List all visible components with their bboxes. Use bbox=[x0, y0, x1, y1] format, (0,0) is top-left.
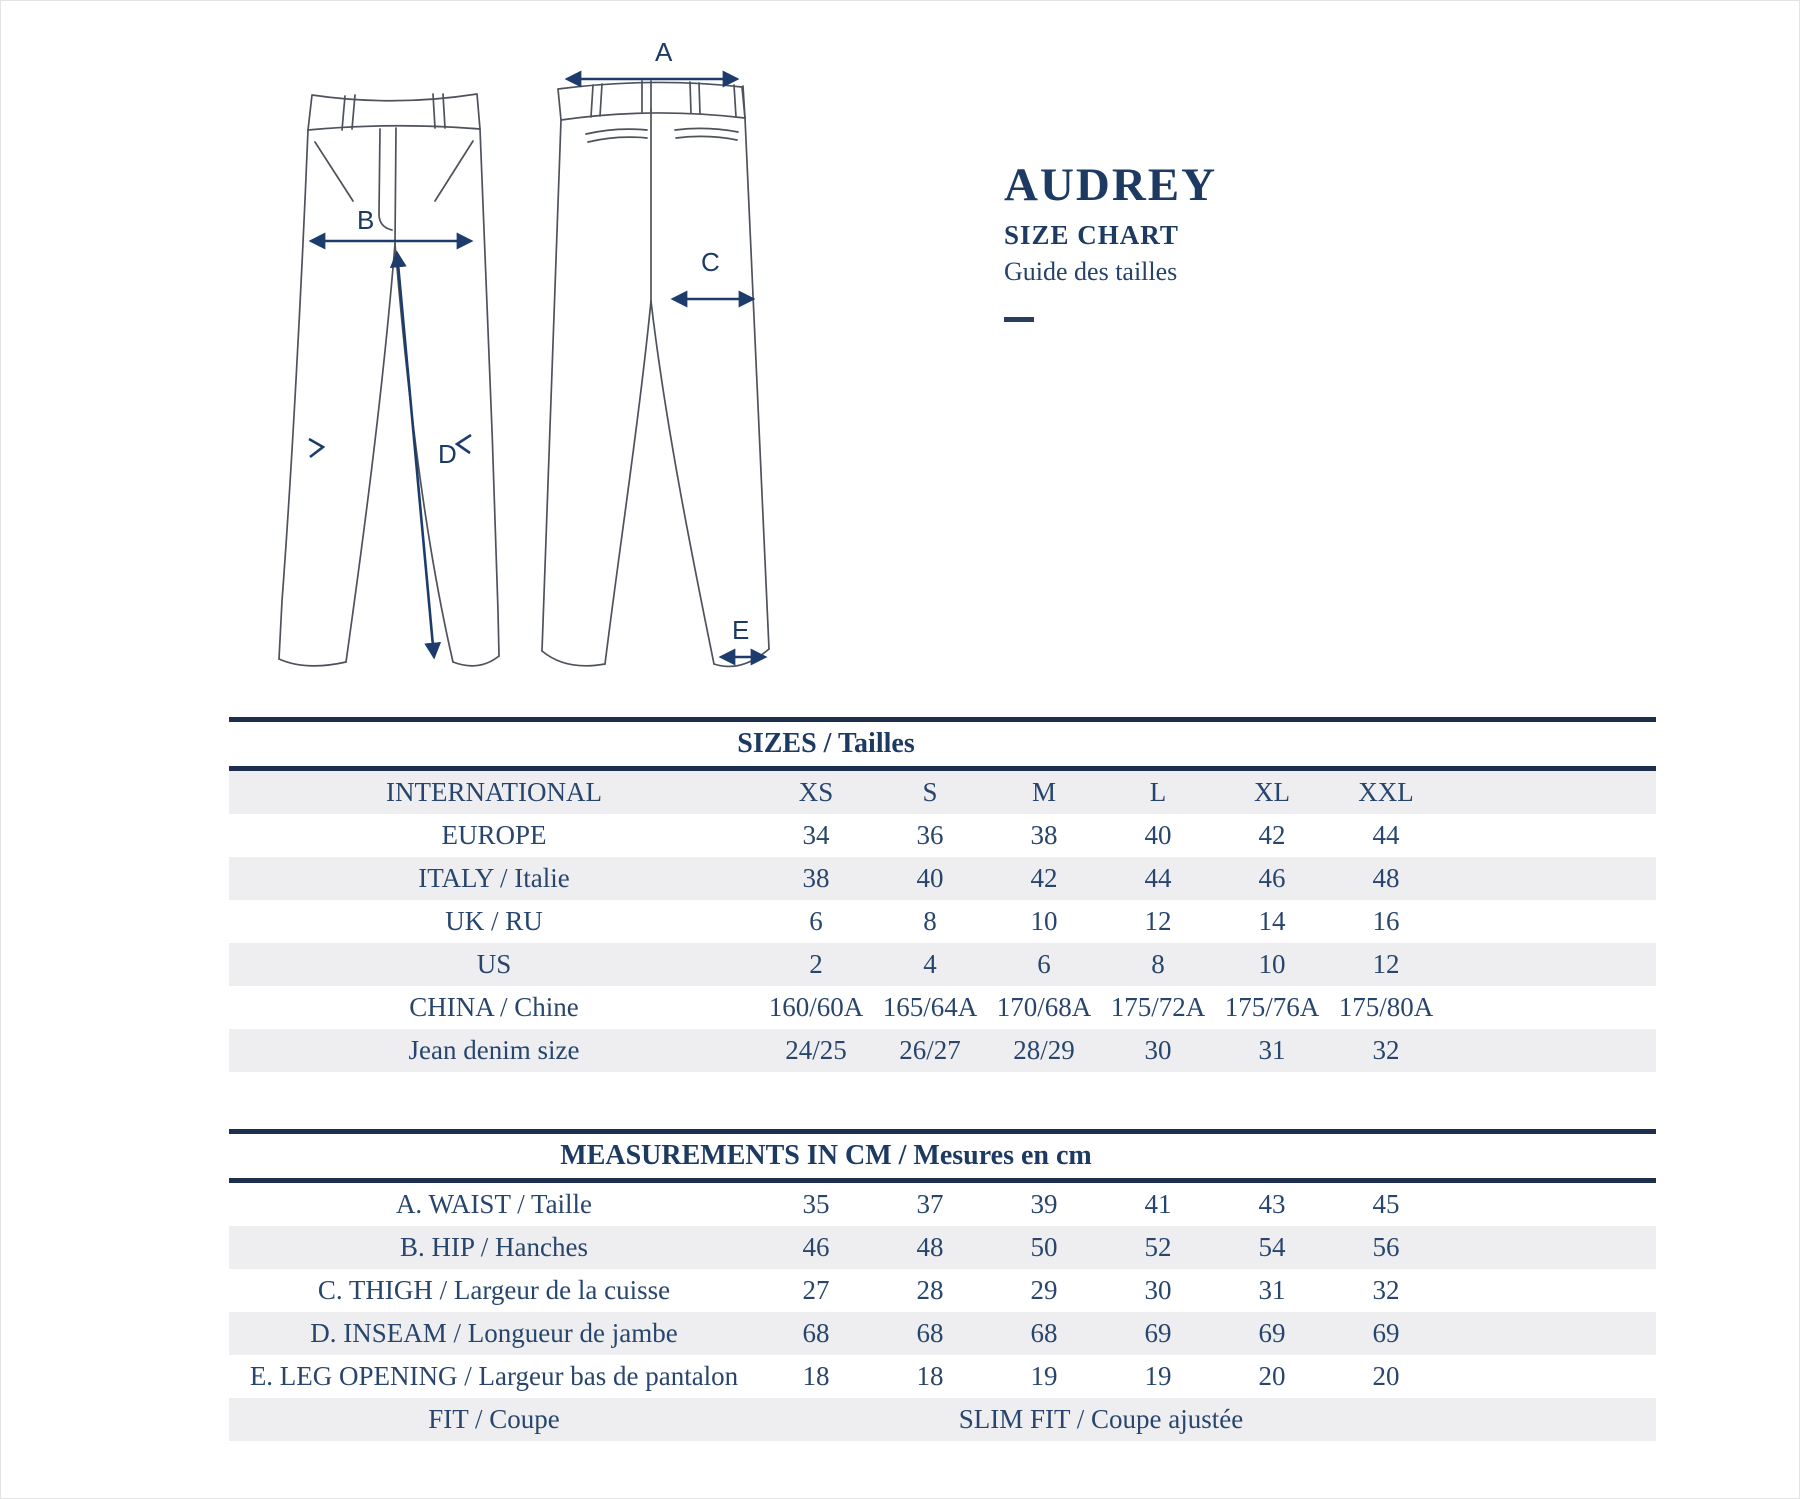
pants-back-drawing bbox=[542, 81, 769, 666]
row-label: Jean denim size bbox=[408, 1035, 580, 1065]
label-b-hip: B bbox=[357, 205, 375, 235]
size-chart-heading: SIZE CHART bbox=[1004, 220, 1179, 251]
table-row: B. HIP / Hanches 46 48 50 52 54 56 bbox=[229, 1226, 1656, 1269]
table-row: UK / RU 6 8 10 12 14 16 bbox=[229, 900, 1656, 943]
row-label: FIT / Coupe bbox=[428, 1404, 560, 1434]
measurement-arrows bbox=[309, 79, 765, 657]
row-label: INTERNATIONAL bbox=[386, 777, 602, 807]
table-row: ITALY / Italie 38 40 42 44 46 48 bbox=[229, 857, 1656, 900]
table-row: C. THIGH / Largeur de la cuisse 27 28 29 30 31 32 bbox=[229, 1269, 1656, 1312]
table-row: CHINA / Chine 160/60A 165/64A 170/68A 175/72A 175/76A 175/80A bbox=[229, 986, 1656, 1029]
row-label: D. INSEAM / Longueur de jambe bbox=[310, 1318, 678, 1348]
row-label: E. LEG OPENING / Largeur bas de pantalon bbox=[249, 1361, 739, 1391]
title-dash-divider bbox=[1004, 317, 1034, 322]
table-row: US 2 4 6 8 10 12 bbox=[229, 943, 1656, 986]
label-e-leg-opening: E bbox=[732, 615, 750, 645]
table-row: E. LEG OPENING / Largeur bas de pantalon 18 18 19 19 20 20 bbox=[229, 1355, 1656, 1398]
size-chart-heading-fr: Guide des tailles bbox=[1004, 257, 1178, 287]
sizes-table-header: SIZES / Tailles bbox=[737, 728, 915, 759]
row-label: B. HIP / Hanches bbox=[400, 1232, 588, 1262]
tables-section bbox=[229, 717, 1656, 1441]
table-row: Jean denim size 24/25 26/27 28/29 30 31 32 bbox=[229, 1029, 1656, 1072]
left-chevron-mark bbox=[309, 439, 323, 457]
pants-front-drawing bbox=[279, 94, 499, 666]
table-row: A. WAIST / Taille 35 37 39 41 43 45 bbox=[229, 1183, 1656, 1226]
sizes-table bbox=[229, 717, 1656, 1072]
row-label: ITALY / Italie bbox=[418, 863, 570, 893]
fit-row bbox=[229, 1398, 1656, 1441]
row-label: EUROPE bbox=[441, 820, 547, 850]
title-block bbox=[1004, 161, 1217, 322]
tables-gap bbox=[229, 1072, 1656, 1129]
pants-diagram bbox=[221, 26, 801, 716]
row-label: UK / RU bbox=[445, 906, 543, 936]
row-label: CHINA / Chine bbox=[409, 992, 579, 1022]
label-a-waist: A bbox=[655, 37, 673, 67]
row-label: C. THIGH / Largeur de la cuisse bbox=[317, 1275, 671, 1305]
fit-value: SLIM FIT / Coupe ajustée bbox=[958, 1404, 1244, 1434]
table-row: EUROPE 34 36 38 40 42 44 bbox=[229, 814, 1656, 857]
measurements-table bbox=[229, 1129, 1656, 1441]
row-label: US bbox=[476, 949, 512, 979]
table-row: INTERNATIONAL XS S M L XL XXL bbox=[229, 771, 1656, 814]
table-row: D. INSEAM / Longueur de jambe 68 68 68 69 69 69 bbox=[229, 1312, 1656, 1355]
measurements-table-header: MEASUREMENTS IN CM / Mesures en cm bbox=[560, 1140, 1092, 1171]
label-c-thigh: C bbox=[701, 247, 720, 277]
row-label: A. WAIST / Taille bbox=[395, 1189, 593, 1219]
right-chevron-mark bbox=[457, 435, 471, 453]
label-d-inseam: D bbox=[438, 439, 457, 469]
product-name: AUDREY bbox=[1004, 159, 1218, 211]
